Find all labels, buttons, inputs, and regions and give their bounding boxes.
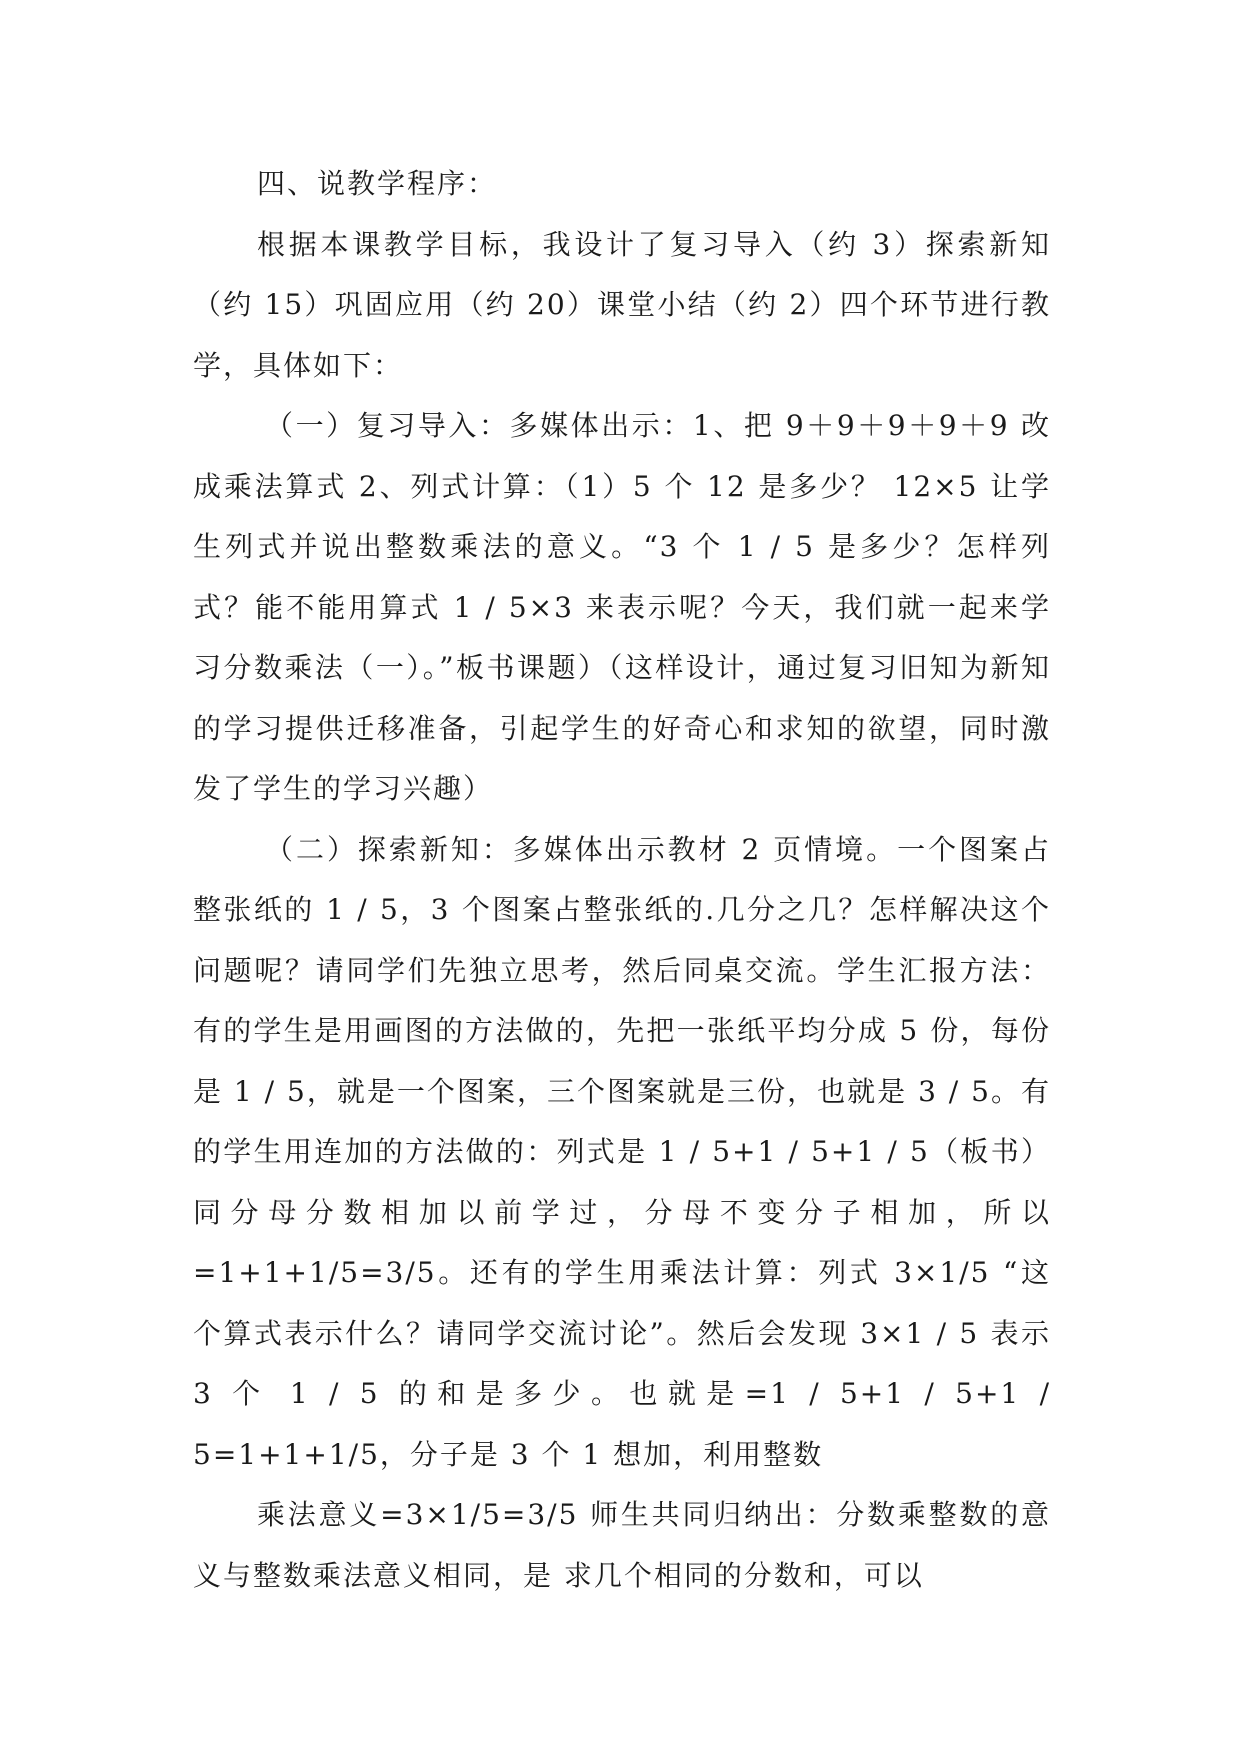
paragraph-intro: 根据本课教学目标，我设计了复习导入（约 3）探索新知（约 15）巩固应用（约 20）课堂小结（约 2）四个环节进行教学，具体如下： bbox=[193, 227, 1051, 382]
paragraph-summary: 乘法意义=3×1/5=3/5 师生共同归纳出：分数乘整数的意义与整数乘法意义相同，是 求几个相同的分数和，可以 bbox=[193, 1498, 1051, 1592]
document-body bbox=[193, 154, 1051, 1606]
paragraph-explore: （二）探索新知：多媒体出示教材 2 页情境。一个图案占整张纸的 1 / 5，3 个图案占整张纸的.几分之几？怎样解决这个问题呢？请同学们先独立思考，然后同桌交流。学生汇报方法：有的学生是用画图的方法做的，先把一张纸平均分成 5 份，每份是 1 / 5，就是一个图案，三个图案就是三份，也就是 3 / 5。有的学生用连加的方法做的：列式是 1 / 5+1 / 5+1 / 5（板书）同分母分数相加以前学过，分母不变分子相加，所以=1+1+1/5=3/5。还有的学生用乘法计算：列式 3×1/5 “这个算式表示什么？请同学交流讨论”。然后会发现 3×1 / 5 表示 3 个 1 / 5 的和是多少。也就是=1 / 5+1 / 5+1 / 5=1+1+1/5，分子是 3 个 1 想加，利用整数 bbox=[193, 832, 1051, 1471]
section-heading: 四、说教学程序： bbox=[257, 167, 498, 200]
paragraph-review: （一）复习导入：多媒体出示：1、把 9＋9＋9＋9＋9 改成乘法算式 2、列式计算：（1）5 个 12 是多少？ 12×5 让学生列式并说出整数乘法的意义。“3 个 1 / 5 是多少？怎样列式？能不能用算式 1 / 5×3 来表示呢？今天，我们就一起来学习分数乘法（一）。”板书课题）（这样设计，通过复习旧知为新知的学习提供迁移准备，引起学生的好奇心和求知的欲望，同时激发了学生的学习兴趣） bbox=[193, 409, 1051, 805]
